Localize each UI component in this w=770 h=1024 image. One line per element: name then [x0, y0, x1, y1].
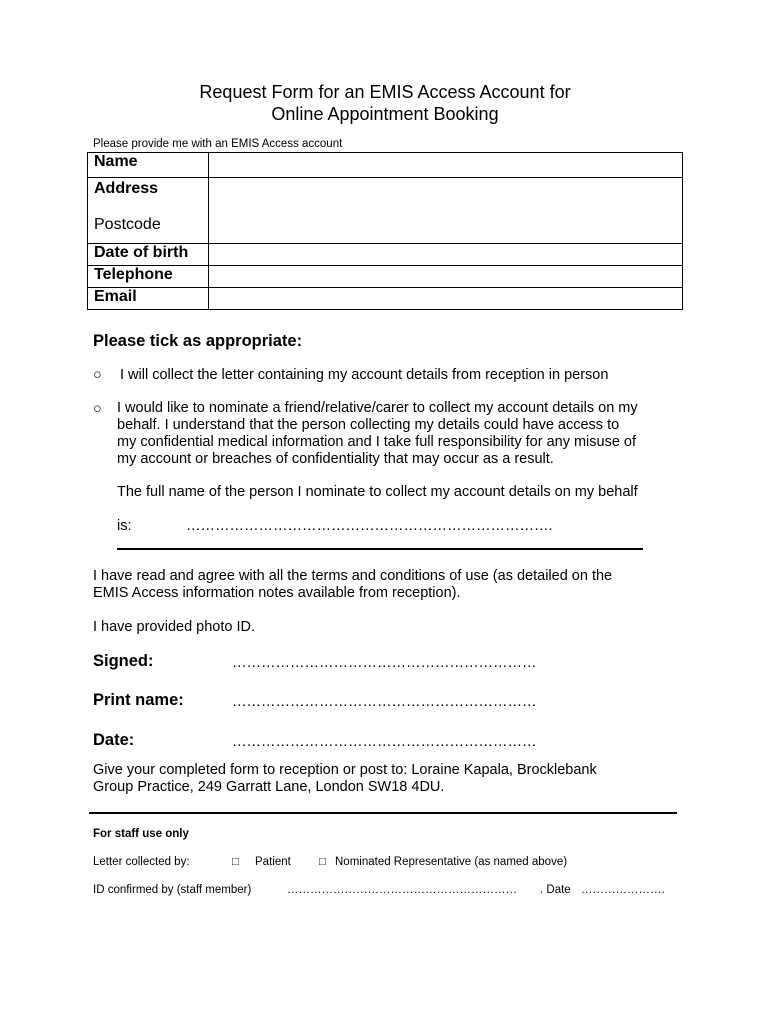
return-line1: Give your completed form to reception or post to: Loraine Kapala, Brocklebank — [93, 762, 597, 778]
nominee-instruction: The full name of the person I nominate to collect my account details on my behalf — [117, 484, 638, 500]
postcode-label: Postcode — [94, 216, 161, 233]
agree-line2: EMIS Access information notes available from reception). — [93, 585, 461, 601]
patient-checkbox[interactable]: □ — [232, 856, 239, 868]
print-name-label: Print name: — [93, 691, 184, 709]
date-field[interactable]: ……………………………………………………… — [232, 734, 537, 750]
return-line2: Group Practice, 249 Garratt Lane, London SW18 4DU. — [93, 779, 445, 795]
nominee-underline — [117, 548, 643, 550]
dob-label: Date of birth — [88, 244, 209, 266]
staff-date-dots[interactable]: …………………. — [581, 884, 665, 896]
telephone-field[interactable] — [209, 266, 683, 288]
patient-label: Patient — [255, 856, 291, 868]
date-label: Date: — [93, 731, 135, 749]
signed-label: Signed: — [93, 652, 154, 670]
address-label: Address — [94, 180, 159, 197]
telephone-label: Telephone — [88, 266, 209, 288]
form-title-line2: Online Appointment Booking — [271, 104, 499, 124]
nominee-dots[interactable]: …………………………………………………………………. — [186, 518, 553, 534]
email-field[interactable] — [209, 288, 683, 310]
letter-collected-label: Letter collected by: — [93, 856, 190, 868]
photo-id-text: I have provided photo ID. — [93, 619, 256, 635]
name-label: Name — [88, 153, 209, 178]
option2-line4: my account or breaches of confidentiality that may occur as a result. — [117, 451, 554, 467]
nominated-label: Nominated Representative (as named above) — [335, 856, 568, 868]
id-confirmed-dots[interactable]: …………………………………………………… — [287, 884, 517, 896]
print-name-field[interactable]: ……………………………………………………… — [232, 694, 537, 710]
signed-field[interactable]: ……………………………………………………… — [232, 655, 537, 671]
staff-heading: For staff use only — [93, 828, 189, 840]
email-label: Email — [88, 288, 209, 310]
staff-section-divider — [89, 812, 677, 814]
address-field[interactable] — [209, 178, 683, 244]
tick-heading: Please tick as appropriate: — [93, 332, 303, 350]
id-confirmed-label: ID confirmed by (staff member) — [93, 884, 252, 896]
option2-line1: I would like to nominate a friend/relative/carer to collect my account details on my — [117, 400, 638, 416]
option2-radio[interactable]: ○ — [93, 401, 102, 417]
details-table — [87, 152, 683, 310]
option1-radio[interactable]: ○ — [93, 367, 102, 383]
agree-line1: I have read and agree with all the terms and conditions of use (as detailed on the — [93, 568, 613, 584]
option2-line3: my confidential medical information and I take full responsibility for any misuse of — [117, 434, 637, 450]
name-field[interactable] — [209, 153, 683, 178]
form-title-line1: Request Form for an EMIS Access Account for — [199, 82, 571, 102]
option2-line2: behalf. I understand that the person collecting my details could have access to — [117, 417, 620, 433]
option1-text: I will collect the letter containing my account details from reception in person — [120, 367, 609, 383]
address-label-cell — [88, 178, 209, 244]
intro-text: Please provide me with an EMIS Access account — [93, 138, 343, 150]
nominated-checkbox[interactable]: □ — [319, 856, 326, 868]
nominee-is-label: is: — [117, 518, 132, 534]
staff-date-label: . Date — [540, 884, 571, 896]
dob-field[interactable] — [209, 244, 683, 266]
